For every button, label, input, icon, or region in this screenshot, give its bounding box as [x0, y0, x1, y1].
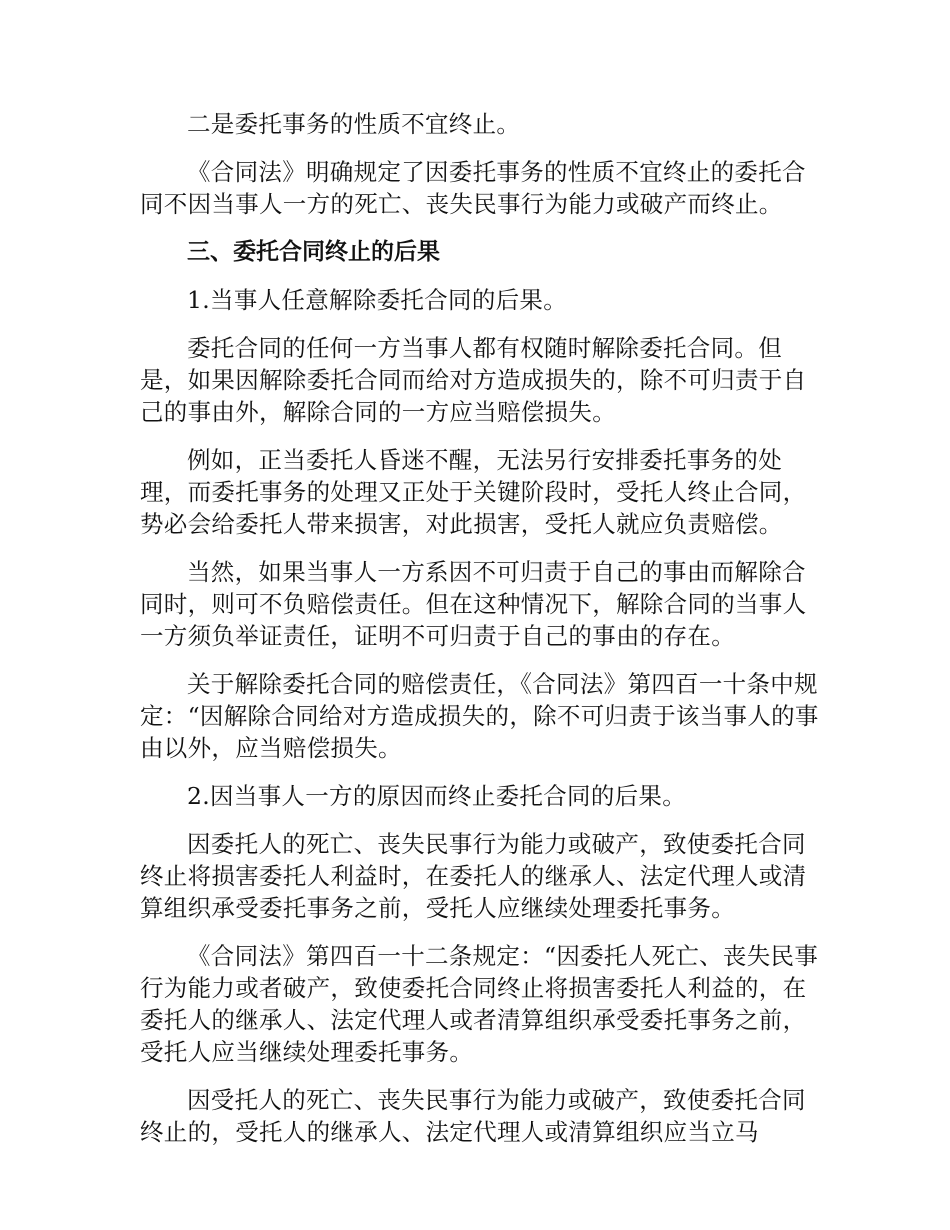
paragraph: 因受托人的死亡、丧失民事行为能力或破产，致使委托合同终止的，受托人的继承人、法定代理人或清算组织应当立马 [140, 1086, 806, 1146]
paragraph: 《合同法》明确规定了因委托事务的性质不宜终止的委托合同不因当事人一方的死亡、丧失民事行为能力或破产而终止。 [140, 158, 806, 218]
paragraph: 因委托人的死亡、丧失民事行为能力或破产，致使委托合同终止将损害委托人利益时，在委托人的继承人、法定代理人或清算组织承受委托事务之前，受托人应继续处理委托事务。 [140, 830, 807, 922]
paragraph: 委托合同的任何一方当事人都有权随时解除委托合同。但是，如果因解除委托合同而给对方造成损失的，除不可归责于自己的事由外，解除合同的一方应当赔偿损失。 [140, 334, 807, 426]
subsection-title: 2.因当事人一方的原因而终止委托合同的后果。 [187, 782, 687, 810]
paragraph: 当然，如果当事人一方系因不可归责于自己的事由而解除合同时，则可不负赔偿责任。但在这种情况下，解除合同的当事人一方须负举证责任，证明不可归责于自己的事由的存在。 [140, 558, 807, 650]
paragraph: 二是委托事务的性质不宜终止。 [187, 110, 521, 138]
paragraph: 《合同法》第四百一十二条规定：“因委托人死亡、丧失民事行为能力或者破产，致使委托合同终止将损害委托人利益的，在委托人的继承人、法定代理人或者清算组织承受委托事务之前，受托人应当继续处理委托事务。 [140, 942, 819, 1066]
paragraph: 关于解除委托合同的赔偿责任，《合同法》第四百一十条中规定：“因解除合同给对方造成损失的，除不可归责于该当事人的事由以外，应当赔偿损失。 [140, 670, 819, 762]
paragraph: 例如，正当委托人昏迷不醒，无法另行安排委托事务的处理，而委托事务的处理又正处于关键阶段时，受托人终止合同，势必会给委托人带来损害，对此损害，受托人就应负责赔偿。 [140, 446, 807, 538]
subsection-title: 1.当事人任意解除委托合同的后果。 [187, 286, 568, 314]
section-heading: 三、委托合同终止的后果 [187, 239, 440, 265]
document-body [140, 108, 820, 1164]
